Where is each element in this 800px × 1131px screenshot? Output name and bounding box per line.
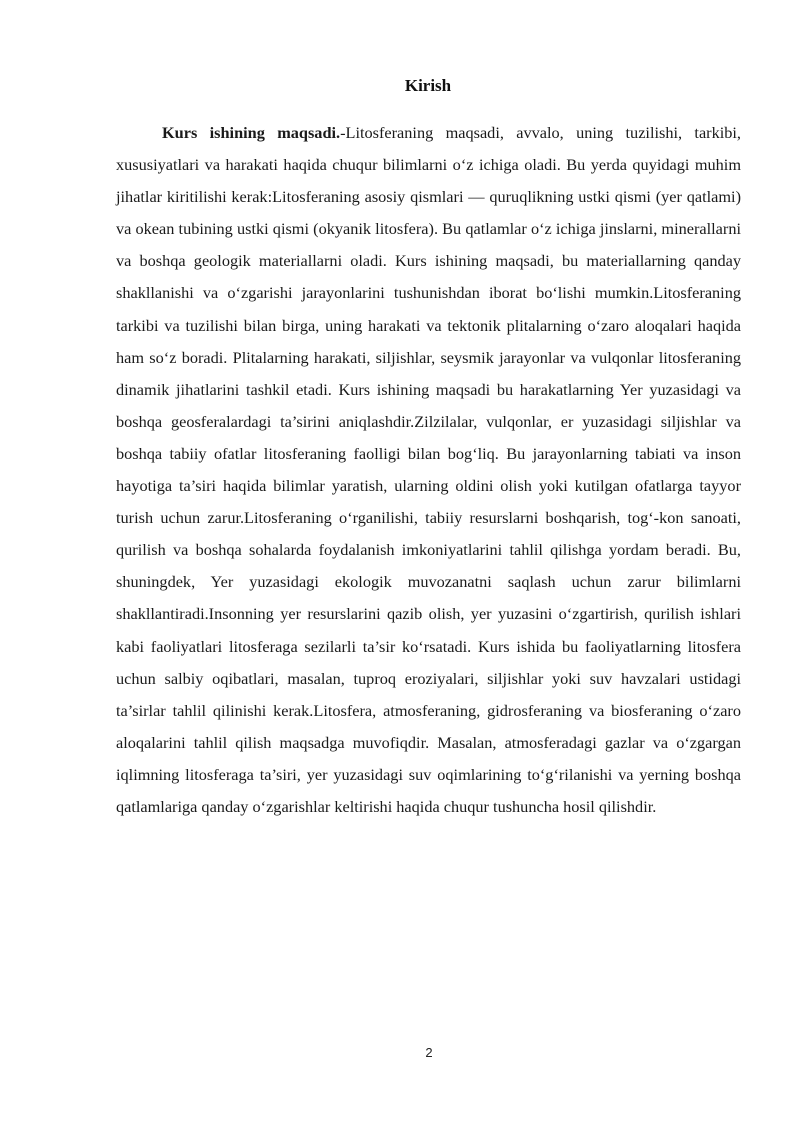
paragraph-text: -Litosferaning maqsadi, avvalo, uning tuzilishi, tarkibi, xususiyatlari va harakati haqida chuqur bilimlarni o‘z ichiga oladi. Bu yerda quyidagi muhim jihatlar kiritilishi kerak:Litosferaning asosiy qismlari — quruqlikning ustki qismi (yer qatlami) va okean tubining ustki qismi (okyanik litosfera). Bu qatlamlar o‘z ichiga jinslarni, minerallarni va boshqa geologik materiallarni oladi. Kurs ishining maqsadi, bu materiallarning qanday shakllanishi va o‘zgarishi jarayonlarini tushunishdan iborat bo‘lishi mumkin.Litosferaning tarkibi va tuzilishi bilan birga, uning harakati va tektonik plitalarning o‘zaro aloqalari haqida ham so‘z boradi. Plitalarning harakati, siljishlar, seysmik jarayonlar va vulqonlar litosferaning dinamik jihatlarini tashkil etadi. Kurs ishining maqsadi bu harakatlarning Yer yuzasidagi va boshqa geosferalardagi ta’sirini aniqlashdir.Zilzilalar, vulqonlar, er yuzasidagi siljishlar va boshqa tabiiy ofatlar litosferaning faolligi bilan bog‘liq. Bu jarayonlarning tabiati va inson hayotiga ta’siri haqida bilimlar yaratish, ularning oldini olish yoki kutilgan ofatlarga tayyor turish uchun zarur.Litosferaning o‘rganilishi, tabiiy resurslarni boshqarish, tog‘-kon sanoati, qurilish va boshqa sohalarda foydalanish imkoniyatlarini tahlil qilishga yordam beradi. Bu, shuningdek, Yer yuzasidagi ekologik muvozanatni saqlash uchun zarur bilimlarni shakllantiradi.Insonning yer resurslarini qazib olish, yer yuzasini o‘zgartirish, qurilish ishlari kabi faoliyatlari litosferaga sezilarli ta’sir ko‘rsatadi. Kurs ishida bu faoliyatlarning litosfera uchun salbiy oqibatlari, masalan, tuproq eroziyalari, siljishlar yoki suv havzalari ustidagi ta’sirlar tahlil qilinishi kerak.Litosfera, atmosferaning, gidrosferaning va biosferaning o‘zaro aloqalarini tahlil qilish maqsadga muvofiqdir. Masalan, atmosferadagi gazlar va o‘zgargan iqlimning litosferaga ta’siri, yer yuzasidagi suv oqimlarining to‘g‘rilanishi va yerning boshqa qatlamlariga qanday o‘zgarishlar keltirishi haqida chuqur tushuncha hosil qilishdir.	[116, 123, 741, 816]
lead-label: Kurs ishining maqsadi.	[162, 123, 341, 142]
page-number: 2	[425, 1045, 433, 1060]
page-title: Kirish	[404, 76, 452, 95]
body-paragraph	[116, 117, 741, 823]
